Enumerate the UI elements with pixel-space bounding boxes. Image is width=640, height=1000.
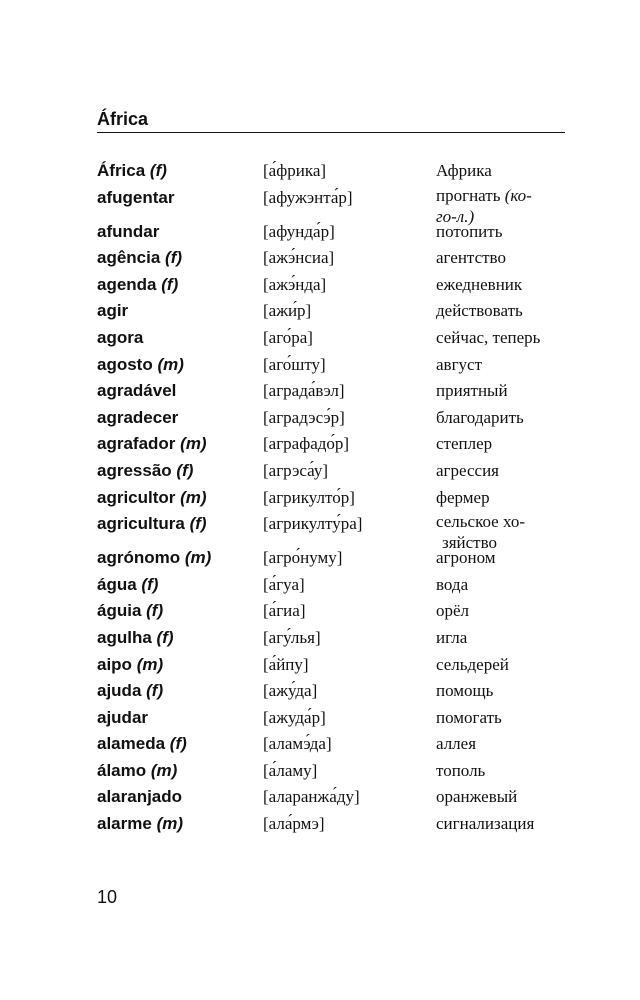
translation-text: август — [436, 354, 483, 374]
entry-pronunciation: [ажэ́нсиа] — [263, 248, 335, 268]
dictionary-entry — [0, 272, 640, 299]
headword-text: águia — [97, 601, 142, 621]
dictionary-entry — [0, 511, 640, 553]
gender-marker: (f) — [156, 627, 174, 647]
entry-headword — [97, 272, 262, 298]
entry-headword — [97, 784, 262, 810]
dictionary-entry — [0, 572, 640, 599]
gender-marker: (f) — [165, 248, 183, 268]
dictionary-entry — [0, 431, 640, 458]
headword-text: agrónomo — [97, 548, 181, 568]
headword-text: alaranjado — [97, 787, 183, 807]
entry-pronunciation: [а́гиа] — [263, 601, 306, 621]
gender-marker: (m) — [150, 760, 178, 780]
headword-text: agrafador — [97, 434, 176, 454]
entry-headword — [97, 185, 262, 211]
translation-text: игла — [436, 627, 468, 647]
entry-headword — [97, 598, 262, 624]
entry-pronunciation: [а́ламу] — [263, 760, 318, 780]
translation-text: благодарить — [436, 407, 524, 427]
entry-pronunciation: [а́гуа] — [263, 574, 305, 594]
headword-text: agricultor — [97, 487, 176, 507]
translation-text: помогать — [436, 707, 502, 727]
entry-pronunciation: [аламэ́да] — [263, 734, 332, 754]
dictionary-entry — [0, 158, 640, 185]
translation-text: сигнализация — [436, 814, 535, 834]
page-header — [97, 108, 565, 134]
headword-text: ajudar — [97, 707, 149, 727]
entry-pronunciation: [аграфадо́р] — [263, 434, 350, 454]
headword-text: ajuda — [97, 681, 142, 701]
headword-text: afugentar — [97, 187, 175, 207]
entry-translation — [436, 758, 571, 784]
entry-pronunciation: [а́фрика] — [263, 161, 327, 180]
dictionary-entry — [0, 325, 640, 352]
entry-headword — [97, 511, 262, 537]
translation-text: действовать — [436, 301, 523, 321]
entry-pronunciation: [аграда́вэл] — [263, 381, 345, 401]
entry-pronunciation: [ажи́р] — [263, 301, 312, 321]
header-rule — [97, 132, 565, 133]
gender-marker: (f) — [146, 601, 164, 621]
entry-pronunciation: [агу́лья] — [263, 627, 321, 647]
entry-headword — [97, 158, 262, 184]
entry-headword — [97, 625, 262, 651]
translation-text: агроном — [436, 548, 496, 568]
entry-headword — [97, 731, 262, 757]
translation-text: прогнать — [436, 185, 501, 205]
entry-pronunciation: [ажуда́р] — [263, 707, 326, 727]
entry-headword — [97, 405, 262, 431]
dictionary-entry — [0, 731, 640, 758]
entry-translation — [436, 219, 571, 245]
dictionary-entry — [0, 705, 640, 732]
entry-translation — [436, 431, 571, 457]
dictionary-entry — [0, 485, 640, 512]
entry-translation — [436, 625, 571, 651]
translation-text: потопить — [436, 221, 503, 241]
gender-marker: (f) — [146, 681, 164, 701]
dictionary-entry — [0, 298, 640, 325]
entry-headword — [97, 485, 262, 511]
dictionary-entry — [0, 678, 640, 705]
dictionary-entry — [0, 625, 640, 652]
entry-headword — [97, 458, 262, 484]
entry-headword — [97, 378, 262, 404]
entry-pronunciation: [аго́шту] — [263, 354, 326, 374]
entry-headword — [97, 298, 262, 324]
headword-text: agir — [97, 301, 129, 321]
headword-text: aipo — [97, 654, 132, 674]
gender-marker: (f) — [189, 514, 207, 534]
translation-note: го-л.) — [436, 206, 475, 226]
entry-translation — [436, 158, 571, 184]
gender-marker: (m) — [136, 654, 164, 674]
entry-pronunciation: [аградэсэ́р] — [263, 407, 345, 427]
translation-text: помощь — [436, 681, 494, 701]
dictionary-entry — [0, 784, 640, 811]
translation-text: сейчас, теперь — [436, 327, 541, 347]
headword-text: agradecer — [97, 407, 179, 427]
dictionary-entry — [0, 219, 640, 246]
entry-pronunciation: [а́йпу] — [263, 654, 309, 674]
headword-text: alameda — [97, 734, 166, 754]
gender-marker: (f) — [169, 734, 187, 754]
translation-line: зяйство — [442, 533, 498, 553]
entry-translation — [436, 245, 571, 271]
dictionary-entry — [0, 545, 640, 572]
gender-marker: (m) — [180, 434, 207, 454]
dictionary-entry — [0, 378, 640, 405]
entry-translation — [436, 731, 571, 757]
translation-text: приятный — [436, 381, 508, 401]
entry-pronunciation: [аго́ра] — [263, 327, 313, 347]
entry-translation — [436, 811, 571, 837]
gender-marker: (f) — [141, 574, 159, 594]
entry-headword — [97, 325, 262, 351]
entry-headword — [97, 431, 262, 457]
dictionary-entry — [0, 758, 640, 785]
dictionary-entry — [0, 185, 640, 226]
translation-text: степлер — [436, 434, 493, 454]
gender-marker: (m) — [157, 354, 184, 374]
entry-pronunciation: [афунда́р] — [263, 221, 335, 241]
translation-text: сельдерей — [436, 654, 509, 674]
gender-marker: (m) — [180, 487, 207, 507]
headword-text: África — [97, 161, 146, 180]
entry-translation — [436, 272, 571, 298]
dictionary-entry — [0, 598, 640, 625]
entry-headword — [97, 652, 262, 678]
entry-pronunciation: [ажу́да] — [263, 681, 318, 701]
translation-text: ежедневник — [436, 274, 523, 294]
dictionary-entry — [0, 652, 640, 679]
translation-text: тополь — [436, 760, 486, 780]
entry-translation — [436, 378, 571, 404]
entry-headword — [97, 245, 262, 271]
headword-text: agenda — [97, 274, 157, 294]
translation-text: орёл — [436, 601, 470, 621]
page-number: 10 — [97, 887, 118, 907]
translation-text: агрессия — [436, 460, 499, 480]
dictionary-entry — [0, 405, 640, 432]
entry-translation — [436, 784, 571, 810]
translation-text: оранжевый — [436, 787, 518, 807]
entry-pronunciation: [аларанжа́ду] — [263, 787, 360, 807]
translation-text: фермер — [436, 487, 490, 507]
dictionary-entry — [0, 811, 640, 838]
entry-translation — [436, 458, 571, 484]
dictionary-entry — [0, 458, 640, 485]
entry-translation — [436, 352, 571, 378]
translation-text: аллея — [436, 734, 477, 754]
headword-text: agradável — [97, 381, 177, 401]
dictionary-entry — [0, 352, 640, 379]
entry-pronunciation: [агрэса́у] — [263, 460, 328, 480]
entry-translation — [436, 572, 571, 598]
entry-translation — [436, 325, 571, 351]
entry-headword — [97, 678, 262, 704]
headword-text: álamo — [97, 760, 147, 780]
translation-line — [436, 185, 571, 206]
entry-translation — [436, 545, 571, 571]
entry-pronunciation: [ала́рмэ] — [263, 814, 325, 834]
translation-text: агентство — [436, 248, 506, 268]
gender-marker: (f) — [161, 274, 179, 294]
entry-headword — [97, 811, 262, 837]
entry-pronunciation: [агрикулто́р] — [263, 487, 355, 507]
headword-text: água — [97, 574, 137, 594]
entry-headword — [97, 758, 262, 784]
headword-text: agora — [97, 327, 144, 347]
entry-translation — [436, 678, 571, 704]
entry-headword — [97, 705, 262, 731]
entry-translation — [436, 598, 571, 624]
headword-text: agosto — [97, 354, 153, 374]
headword-text: agência — [97, 248, 161, 268]
entry-translation — [436, 405, 571, 431]
entry-pronunciation: [агрикулту́ра] — [263, 514, 363, 534]
entry-headword — [97, 545, 262, 571]
gender-marker: (m) — [156, 814, 184, 834]
gender-marker: (f) — [149, 161, 167, 180]
translation-text: Африка — [436, 161, 492, 180]
dictionary-entries — [0, 158, 640, 838]
translation-note: (ко- — [504, 185, 532, 205]
guide-word: África — [97, 109, 149, 129]
translation-line: сельское хо- — [436, 512, 525, 532]
entry-translation — [436, 705, 571, 731]
headword-text: agricultura — [97, 514, 185, 534]
entry-translation — [436, 485, 571, 511]
entry-translation — [436, 652, 571, 678]
entry-translation — [436, 298, 571, 324]
gender-marker: (f) — [176, 460, 194, 480]
headword-text: alarme — [97, 814, 152, 834]
entry-pronunciation: [ажэ́нда] — [263, 274, 327, 294]
headword-text: afundar — [97, 221, 160, 241]
entry-headword — [97, 572, 262, 598]
entry-headword — [97, 352, 262, 378]
dictionary-entry — [0, 245, 640, 272]
headword-text: agulha — [97, 627, 152, 647]
gender-marker: (m) — [184, 548, 212, 568]
entry-headword — [97, 219, 262, 245]
entry-pronunciation: [афужэнта́р] — [263, 187, 353, 207]
entry-pronunciation: [агро́нуму] — [263, 548, 343, 568]
translation-text: вода — [436, 574, 469, 594]
headword-text: agressão — [97, 460, 172, 480]
